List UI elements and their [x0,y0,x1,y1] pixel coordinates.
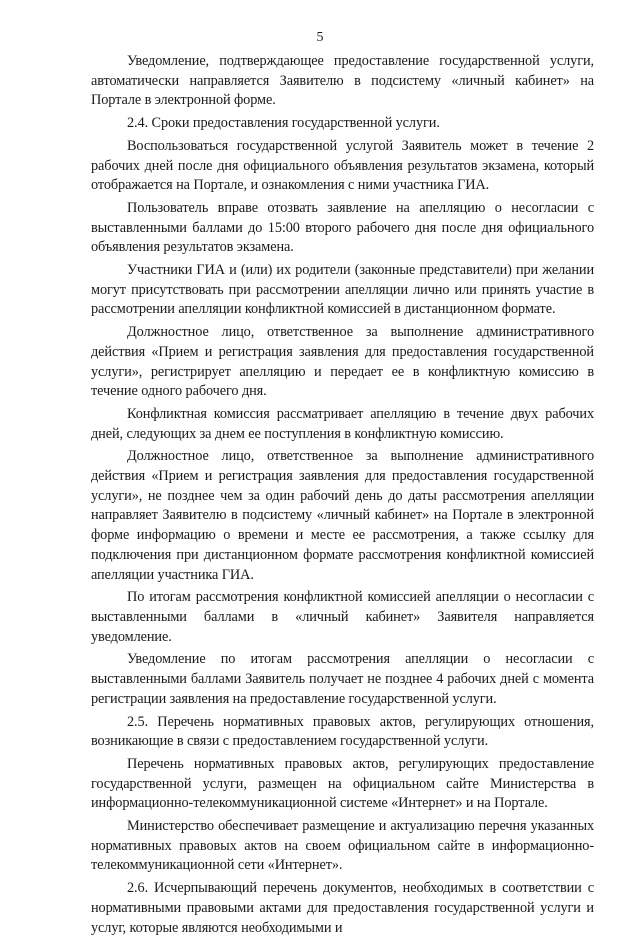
paragraph-official-registers: Должностное лицо, ответственное за выполнение административного действия «Прием и регистрация заявления для предоставления государственной услуги», регистрирует апелляцию и передает ее в конфликтную комиссию в течение одного рабочего дня. [91,324,594,400]
paragraph-service-deadline: Воспользоваться государственной услугой Заявитель может в течение 2 рабочих дней после дня официального объявления результатов экзамена, который отображается на Портале, и ознакомления с ними участника ГИА. [91,137,594,194]
paragraph-commission-review: Конфликтная комиссия рассматривает апелляцию в течение двух рабочих дней, следующих за днем ее поступления в конфликтную комиссию. [91,405,594,442]
paragraph-result-deadline: Уведомление по итогам рассмотрения апелляции о несогласии с выставленными баллами Заявитель получает не позднее 4 рабочих дней с момента регистрации заявления на предоставление государственной услуги. [91,651,594,707]
paragraph-notification: Уведомление, подтверждающее предоставление государственной услуги, автоматически направляется Заявителю в подсистему «личный кабинет» на Портале в электронной форме. [91,53,594,109]
paragraph-ministry-publication: Министерство обеспечивает размещение и актуализацию перечня указанных нормативных правовых актов на своем официальном сайте в информационно-телекоммуникационной сети «Интернет». [91,818,594,874]
page-number: 5 [316,30,324,45]
section-heading-2-6: 2.6. Исчерпывающий перечень документов, необходимых в соответствии с нормативными правовыми актами для предоставления государственной услуги и услуг, которые являются необходимыми и [91,880,594,936]
paragraph-legal-acts-list: Перечень нормативных правовых актов, регулирующих предоставление государственной услуги, размещен на официальном сайте Министерства в информационно-телекоммуникационной системе «Интернет» и на Портале. [91,755,594,812]
document-body [91,52,594,941]
section-heading-2-4: 2.4. Сроки предоставления государственной услуги. [127,115,440,132]
paragraph-participants-presence: Участники ГИА и (или) их родители (законные представители) при желании могут присутствовать при рассмотрении апелляции лично или принять участие в рассмотрении апелляции конфликтной комиссией в дистанционном формате. [91,262,594,318]
paragraph-review-notice: Должностное лицо, ответственное за выполнение административного действия «Прием и регистрация заявления для предоставления государственной услуги», не позднее чем за один рабочий день до даты рассмотрения апелляции направляет Заявителю в подсистему «личный кабинет» на Портале в электронной форме информацию о времени и месте ее рассмотрения, а также ссылку для подключения при дистанционном формате рассмотрения конфликтной комиссией апелляции участника ГИА. [91,448,594,583]
paragraph-review-results: По итогам рассмотрения конфликтной комиссией апелляции о несогласии с выставленными баллами в «личный кабинет» Заявителя направляется уведомление. [91,589,594,645]
paragraph-withdraw-application: Пользователь вправе отозвать заявление на апелляцию о несогласии с выставленными баллами до 15:00 второго рабочего дня после дня официального объявления результатов экзамена. [91,199,594,256]
section-heading-2-5: 2.5. Перечень нормативных правовых актов, регулирующих отношения, возникающие в связи с предоставлением государственной услуги. [91,713,594,750]
